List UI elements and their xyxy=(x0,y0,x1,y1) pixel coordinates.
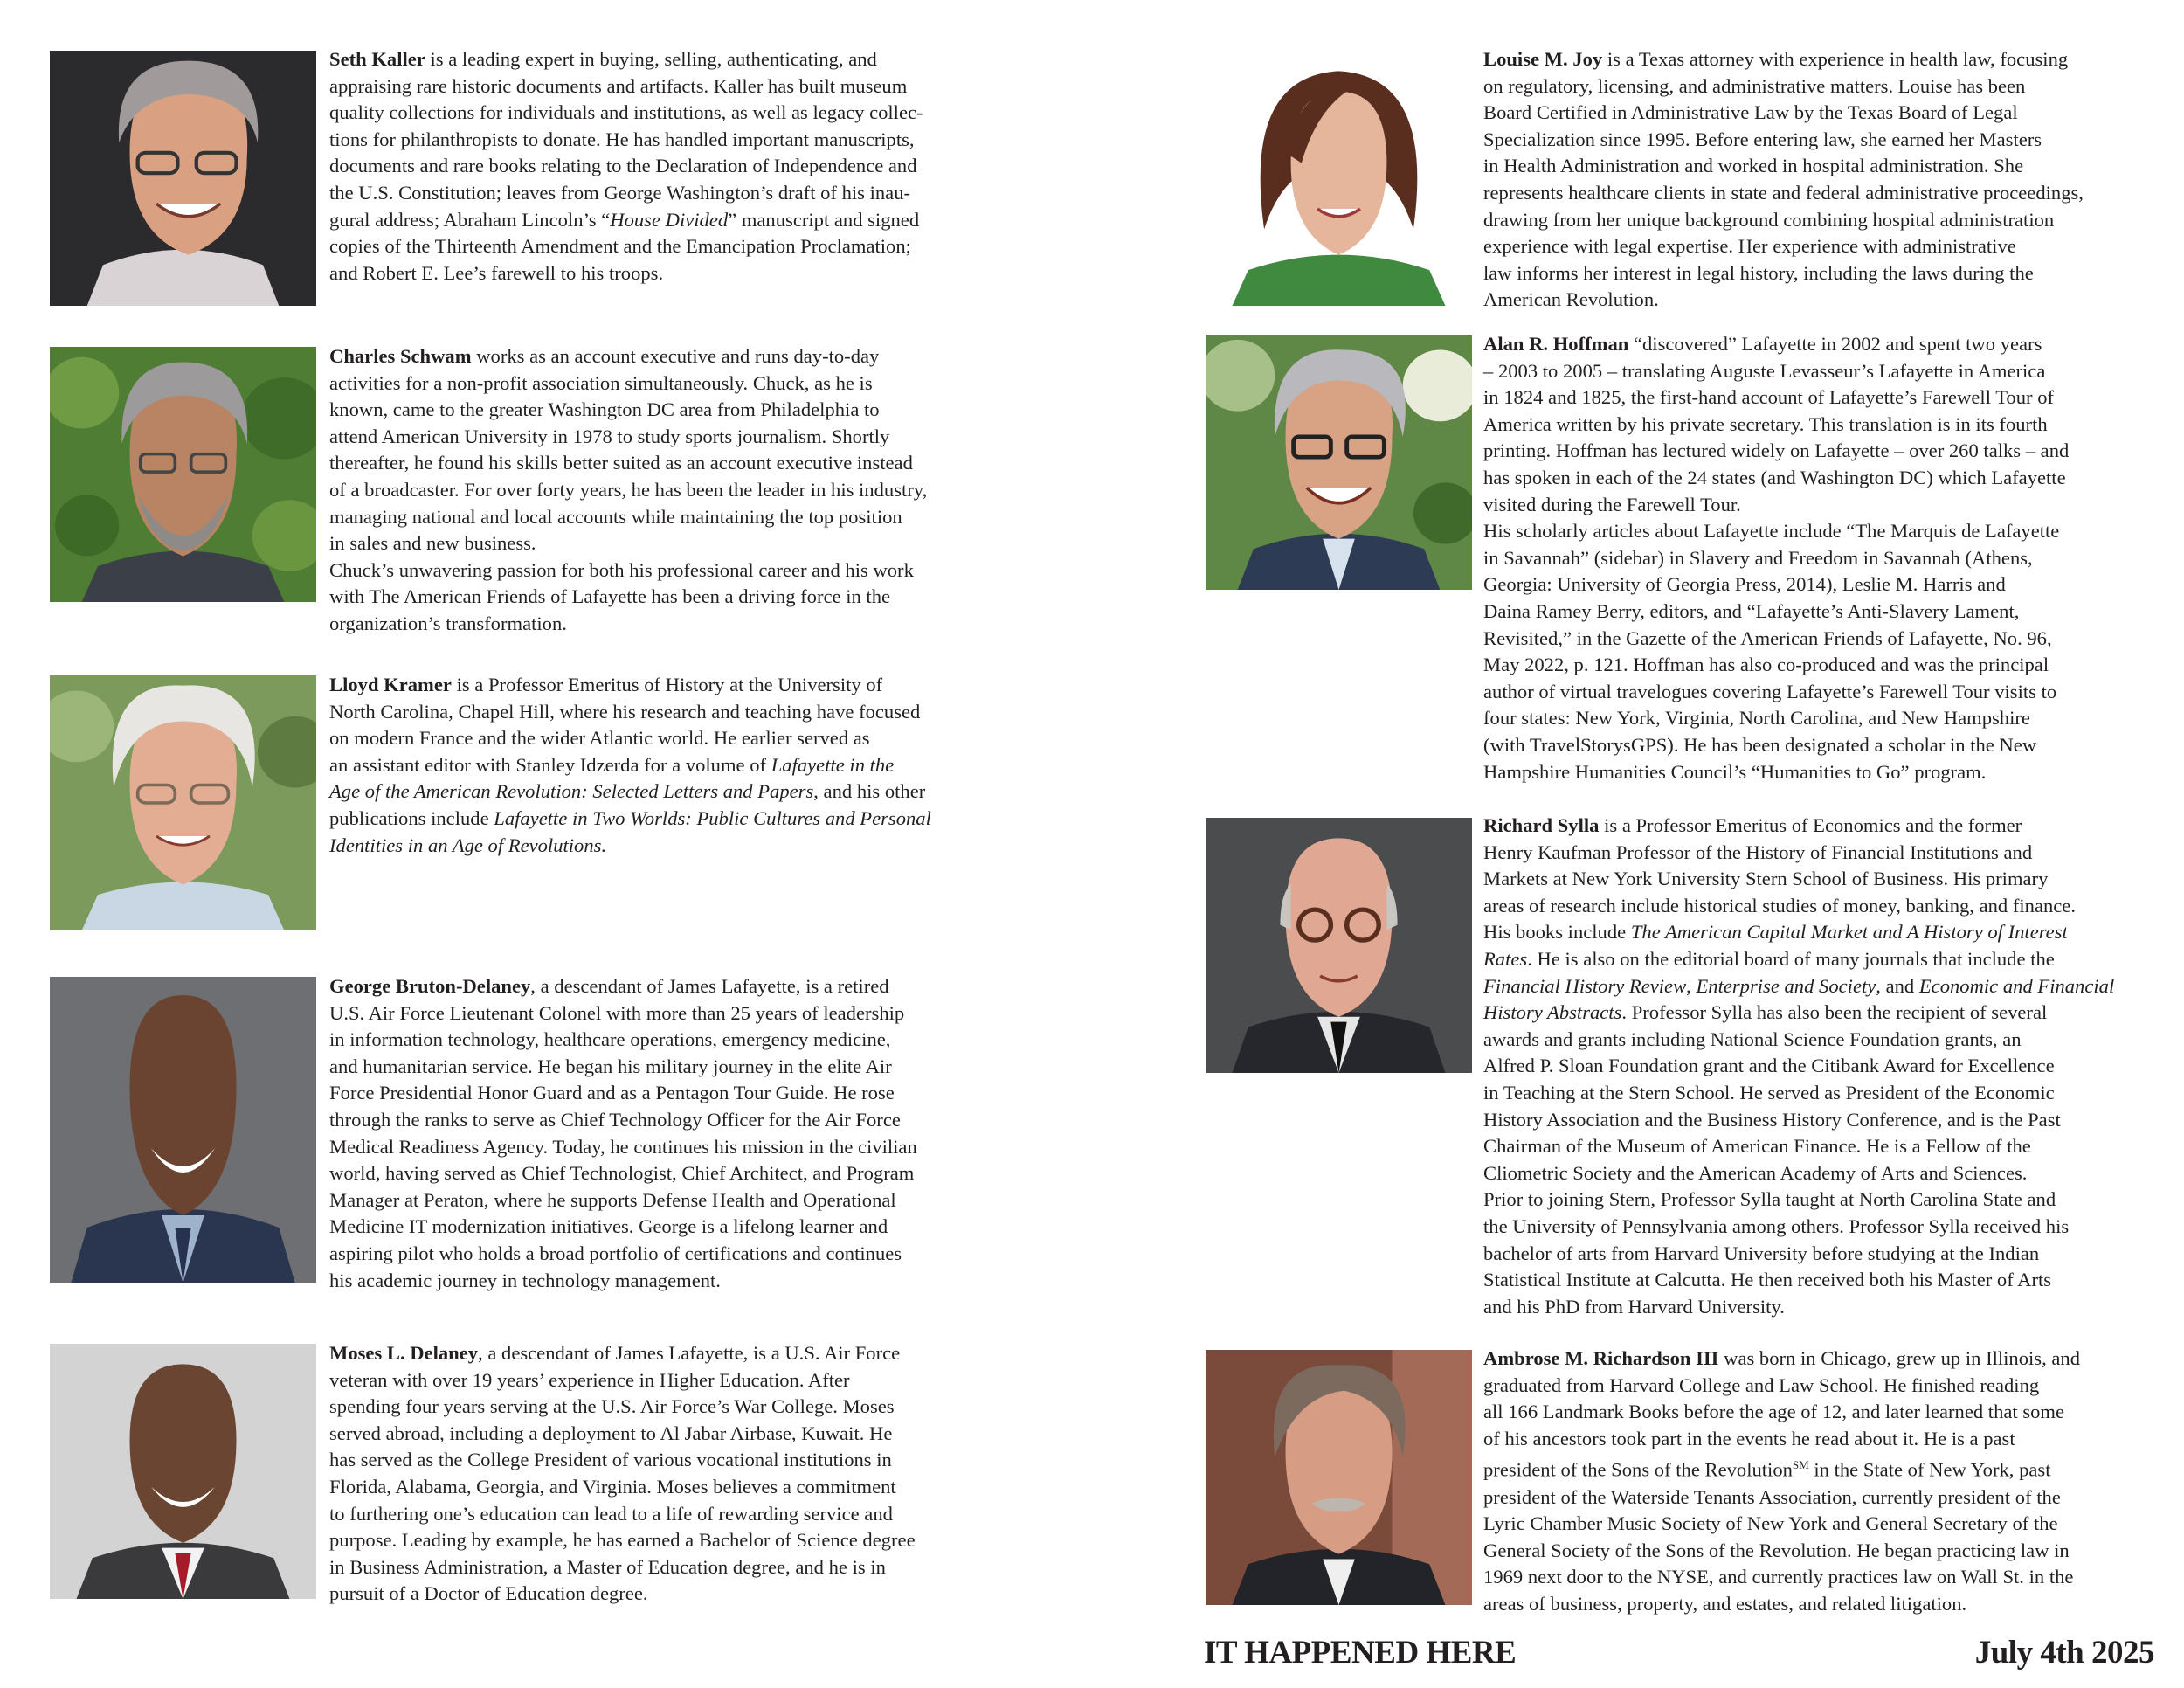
italic-title: History Abstracts xyxy=(1483,1001,1622,1024)
italic-title: The American Capital Market and A History of Interest xyxy=(1630,921,2068,944)
portrait-lloyd-kramer xyxy=(50,675,316,930)
bio-lloyd-kramer: Lloyd Kramer is a Professor Emeritus of History at the University of North Carolina, Chapel Hill, where his research and teaching have focused on modern France and the wider Atlantic world. He earlier served as an assistant editor with Stanley Idzerda for a volume of Lafayette in the Age of the American Revolution: Selected Letters and Papers, and his other publications include Lafayette in Two Worlds: Public Cultures and Personal Identities in an Age of Revolutions. xyxy=(329,674,931,856)
bio-ambrose-m-richardson: Ambrose M. Richardson III was born in Chicago, grew up in Illinois, and graduated from Harvard College and Law School. He finished reading all 166 Landmark Books before the age of 12, and later learned that some of his ancestors took part in the events he read about it. He is a past president of the Sons of the Revolution℠ in the State of New York, past president of the Waterside Tenants Association, currently president of the Lyric Chamber Music Society of New York and General Secretary of the General Society of the Sons of the Revolution. He began practicing law in 1969 next door to the NYSE, and currently practices law on Wall St. in the areas of business, property, and estates, and related litigation. xyxy=(1483,1347,2081,1615)
italic-title: Lafayette in the xyxy=(771,753,895,776)
portrait-louise-m-joy xyxy=(1206,51,1472,306)
italic-title: Lafayette in Two Worlds: Public Cultures and Personal xyxy=(494,806,931,829)
person-name: Richard Sylla xyxy=(1483,814,1600,836)
portrait-seth-kaller xyxy=(50,51,316,306)
portrait-alan-r-hoffman xyxy=(1206,335,1472,590)
bio-seth-kaller: Seth Kaller is a leading expert in buying, selling, authenticating, and appraising rare historic documents and artifacts. Kaller has built museum quality collections for individuals and institutions, as well as legacy collec- tions for philanthropists to donate. He has handled important manuscripts, documents and rare books relating to the Declaration of Independence and the U.S. Constitution; leaves from George Washington’s draft of his inau- gural address; Abraham Lincoln’s “House Divided” manuscript and signed copies of the Thirteenth Amendment and the Emancipation Proclamation; and Robert E. Lee’s farewell to his troops. xyxy=(329,48,923,284)
person-name: Moses L. Delaney xyxy=(329,1342,479,1364)
bio-george-bruton-delaney: George Bruton-Delaney, a descendant of James Lafayette, is a retired U.S. Air Force Lieutenant Colonel with more than 25 years of leadership in information technology, healthcare operations, emergency medicine, and humanitarian service. He began his military journey in the elite Air Force Presidential Honor Guard and as a Pentagon Tour Guide. He rose through the ranks to serve as Chief Technology Officer for the Air Force Medical Readiness Agency. Today, he continues his mission in the civilian world, having served as Chief Technologist, Chief Architect, and Program Manager at Peraton, where he supports Defense Health and Operational Medicine IT modernization initiatives. George is a lifelong learner and aspiring pilot who holds a broad portfolio of certifications and continues his academic journey in technology management. xyxy=(329,975,917,1291)
italic-title: Age of the American Revolution: Selected Letters and Papers xyxy=(329,780,814,803)
person-name: Ambrose M. Richardson III xyxy=(1483,1347,1719,1369)
italic-title: Rates xyxy=(1483,947,1528,970)
italic-title: House Divided xyxy=(610,208,729,231)
portrait-ambrose-m-richardson xyxy=(1206,1350,1472,1605)
bio-alan-r-hoffman: Alan R. Hoffman “discovered” Lafayette in 2002 and spent two years – 2003 to 2005 – translating Auguste Levasseur’s Lafayette in America in 1824 and 1825, the first-hand account of Lafayette’s Farewell Tour of America written by his private secretary. This translation is in its fourth printing. Hoffman has lectured widely on Lafayette – over 260 talks – and has spoken in each of the 24 states (and Washington DC) which Lafayette visited during the Farewell Tour. His scholarly articles about Lafayette include “The Marquis de Lafayette in Savannah” (sidebar) in Slavery and Freedom in Savannah (Athens, Georgia: University of Georgia Press, 2014), Leslie M. Harris and Daina Ramey Berry, editors, and “Lafayette’s Anti-Slavery Lament, Revisited,” in the Gazette of the American Friends of Lafayette, No. 96, May 2022, p. 121. Hoffman has also co-produced and was the principal author of virtual travelogues covering Lafayette’s Farewell Tour visits to four states: New York, Virginia, North Carolina, and New Hampshire (with TravelStorysGPS). He has been designated a scholar in the New Hampshire Humanities Council’s “Humanities to Go” program. xyxy=(1483,333,2070,783)
italic-title: Economic and Financial xyxy=(1918,974,2115,997)
portrait-richard-sylla xyxy=(1206,818,1472,1073)
person-name: Alan R. Hoffman xyxy=(1483,333,1629,355)
italic-title: Identities in an Age of Revolutions. xyxy=(329,834,607,856)
footer-title: IT HAPPENED HERE xyxy=(1204,1635,1517,1671)
person-name: George Bruton-Delaney xyxy=(329,975,531,997)
person-name: Lloyd Kramer xyxy=(329,674,452,695)
bio-charles-schwam: Charles Schwam works as an account executive and runs day-to-day activities for a non-profit association simultaneously. Chuck, as he is known, came to the greater Washington DC area from Philadelphia to attend American University in 1978 to study sports journalism. Shortly thereafter, he found his skills better suited as an account executive instead of a broadcaster. For over forty years, he has been the leader in his industry, managing national and local accounts while maintaining the top position in sales and new business. Chuck’s unwavering passion for both his professional career and his work with The American Friends of Lafayette has been a driving force in the organization’s transformation. xyxy=(329,345,928,634)
service-mark: SM xyxy=(1792,1458,1809,1472)
portrait-charles-schwam xyxy=(50,347,316,602)
portrait-moses-l-delaney xyxy=(50,1344,316,1599)
person-name: Louise M. Joy xyxy=(1483,48,1603,70)
bio-richard-sylla: Richard Sylla is a Professor Emeritus of Economics and the former Henry Kaufman Professor of the History of Financial Institutions and Markets at New York University Stern School of Business. His primary areas of research include historical studies of money, banking, and finance. His books include The American Capital Market and A History of Interest Rates. He is also on the editorial board of many journals that include the Financial History Review, Enterprise and Society, and Economic and Financial History Abstracts. Professor Sylla has also been the recipient of several awards and grants including National Science Foundation grants, an Alfred P. Sloan Foundation grant and the Citibank Award for Excellence in Teaching at the Stern School. He served as President of the Economic History Association and the Business History Conference, and is the Past Chairman of the Museum of American Finance. He is a Fellow of the Cliometric Society and the American Academy of Arts and Sciences. Prior to joining Stern, Professor Sylla taught at North Carolina State and the University of Pennsylvania among others. Professor Sylla received his bachelor of arts from Harvard University before studying at the Indian Statistical Institute at Calcutta. He then received both his Master of Arts and his PhD from Harvard University. xyxy=(1483,814,2115,1318)
portrait-george-bruton-delaney xyxy=(50,977,316,1283)
person-name: Seth Kaller xyxy=(329,48,425,70)
bio-louise-m-joy: Louise M. Joy is a Texas attorney with experience in health law, focusing on regulatory, licensing, and administrative matters. Louise has been Board Certified in Administrative Law by the Texas Board of Legal Specialization since 1995. Before entering law, she earned her Masters in Health Administration and worked in hospital administration. She represents healthcare clients in state and federal administrative proceedings, drawing from her unique background combining hospital administration experience with legal expertise. Her experience with administrative law informs her interest in legal history, including the laws during the American Revolution. xyxy=(1483,48,2084,311)
italic-title: Enterprise and Society xyxy=(1696,974,1876,997)
person-name: Charles Schwam xyxy=(329,345,472,367)
footer-date: July 4th 2025 xyxy=(1974,1635,2154,1671)
bio-moses-l-delaney: Moses L. Delaney, a descendant of James Lafayette, is a U.S. Air Force veteran with over 19 years’ experience in Higher Education. After spending four years serving at the U.S. Air Force’s War College. Moses served abroad, including a deployment to Al Jabar Airbase, Kuwait. He has served as the College President of various vocational institutions in Florida, Alabama, Georgia, and Virginia. Moses believes a commitment to furthering one’s education can lead to a life of rewarding service and purpose. Leading by example, he has earned a Bachelor of Science degree in Business Administration, a Master of Education degree, and he is in pursuit of a Doctor of Education degree. xyxy=(329,1342,916,1605)
italic-title: Financial History Review xyxy=(1483,974,1687,997)
